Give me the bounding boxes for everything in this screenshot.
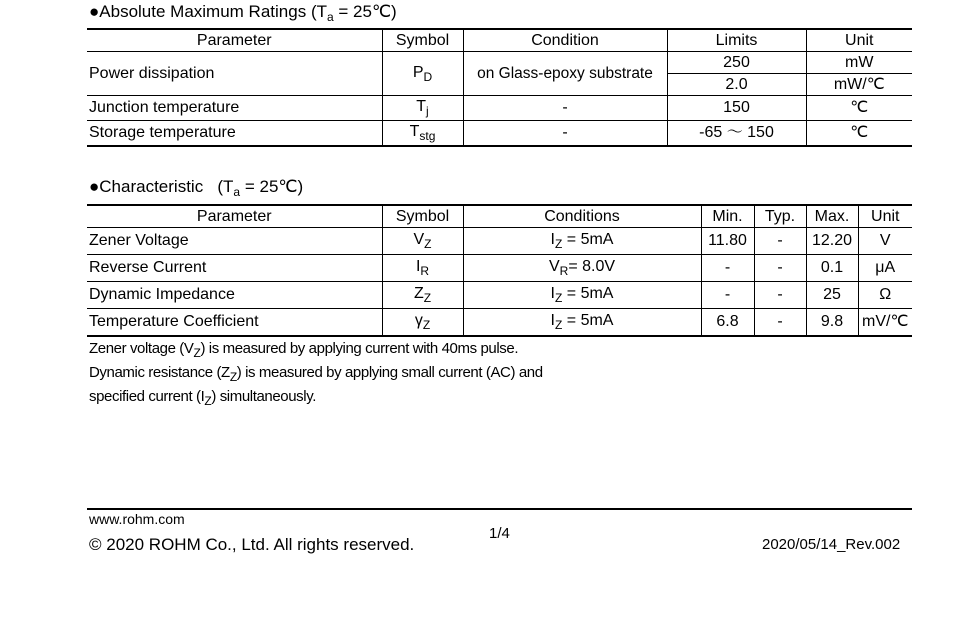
abs-max-table: [87, 28, 912, 147]
header-unit: Unit: [858, 205, 912, 228]
bullet-icon: ●: [89, 177, 100, 196]
header-max: Max.: [806, 205, 858, 228]
condition-cell: on Glass-epoxy substrate: [463, 52, 667, 96]
typ-cell: -: [754, 228, 806, 255]
symbol-cell: $P_D$: [382, 52, 463, 96]
param-cell: Zener Voltage: [87, 228, 382, 255]
param-cell: Power dissipation: [87, 52, 382, 96]
table-row: [87, 282, 912, 309]
characteristic-title: ●Characteristic ($T_a$ = 25℃): [89, 177, 304, 199]
symbol-cell: $Z_Z$: [382, 282, 463, 309]
unit-cell: mW: [806, 52, 912, 74]
min-cell: -: [701, 282, 754, 309]
limit-cell: -65 ～ 150: [667, 121, 806, 146]
bullet-icon: ●: [89, 2, 100, 21]
header-parameter: Parameter: [87, 205, 382, 228]
unit-cell: V: [858, 228, 912, 255]
typ-cell: -: [754, 255, 806, 282]
header-typ: Typ.: [754, 205, 806, 228]
condition-cell: -: [463, 96, 667, 121]
param-cell: Storage temperature: [87, 121, 382, 146]
table-header-row: [87, 29, 912, 52]
min-cell: -: [701, 255, 754, 282]
footer-copyright: © 2020 ROHM Co., Ltd. All rights reserved.: [89, 535, 415, 554]
table-row: [87, 52, 912, 74]
footer-revision: 2020/05/14_Rev.002: [762, 536, 901, 553]
condition-cell: $I_Z = 5mA$: [463, 282, 701, 309]
limit-cell: 150: [667, 96, 806, 121]
param-cell: Temperature Coefficient: [87, 309, 382, 337]
unit-cell: ℃: [806, 96, 912, 121]
footer-url: www.rohm.com: [89, 511, 185, 527]
symbol-cell: $T_j$: [382, 96, 463, 121]
table-row: [87, 96, 912, 121]
param-cell: Dynamic Impedance: [87, 282, 382, 309]
unit-cell: μA: [858, 255, 912, 282]
max-cell: 0.1: [806, 255, 858, 282]
symbol-cell: $\gamma_Z$: [382, 309, 463, 337]
table-header-row: [87, 205, 912, 228]
max-cell: 25: [806, 282, 858, 309]
header-parameter: Parameter: [87, 29, 382, 52]
header-condition: Condition: [463, 29, 667, 52]
table-row: [87, 121, 912, 146]
unit-cell: ℃: [806, 121, 912, 146]
header-symbol: Symbol: [382, 29, 463, 52]
note-line: specified current $(I_Z)$ simultaneously.: [89, 388, 316, 408]
condition-cell: $I_Z = 5mA$: [463, 228, 701, 255]
condition-cell: $V_R= 8.0V$: [463, 255, 701, 282]
footer-rule: [87, 508, 912, 510]
unit-cell: mV/℃: [858, 309, 912, 337]
header-symbol: Symbol: [382, 205, 463, 228]
header-unit: Unit: [806, 29, 912, 52]
table-row: [87, 255, 912, 282]
unit-cell: Ω: [858, 282, 912, 309]
symbol-cell: $V_Z$: [382, 228, 463, 255]
symbol-cell: $I_R$: [382, 255, 463, 282]
typ-cell: -: [754, 309, 806, 337]
table-row: [87, 228, 912, 255]
min-cell: 11.80: [701, 228, 754, 255]
table-row: [87, 309, 912, 337]
characteristic-table: [87, 204, 912, 337]
header-limits: Limits: [667, 29, 806, 52]
condition-cell: $I_Z = 5mA$: [463, 309, 701, 337]
abs-max-title: ●Absolute Maximum Ratings ($T_a$ = 25℃): [89, 2, 397, 24]
condition-cell: -: [463, 121, 667, 146]
min-cell: 6.8: [701, 309, 754, 337]
note-line: Dynamic resistance $(Z_Z)$ is measured by applying small current (AC) and: [89, 364, 543, 384]
symbol-cell: $T_{stg}$: [382, 121, 463, 146]
param-cell: Junction temperature: [87, 96, 382, 121]
max-cell: 12.20: [806, 228, 858, 255]
limit-cell: 250: [667, 52, 806, 74]
footer-page-number: 1/4: [489, 525, 510, 542]
limit-cell: 2.0: [667, 74, 806, 96]
note-line: Zener voltage $(V_Z)$ is measured by applying current with 40ms pulse.: [89, 340, 519, 360]
unit-cell: mW/℃: [806, 74, 912, 96]
param-cell: Reverse Current: [87, 255, 382, 282]
header-min: Min.: [701, 205, 754, 228]
typ-cell: -: [754, 282, 806, 309]
header-conditions: Conditions: [463, 205, 701, 228]
max-cell: 9.8: [806, 309, 858, 337]
